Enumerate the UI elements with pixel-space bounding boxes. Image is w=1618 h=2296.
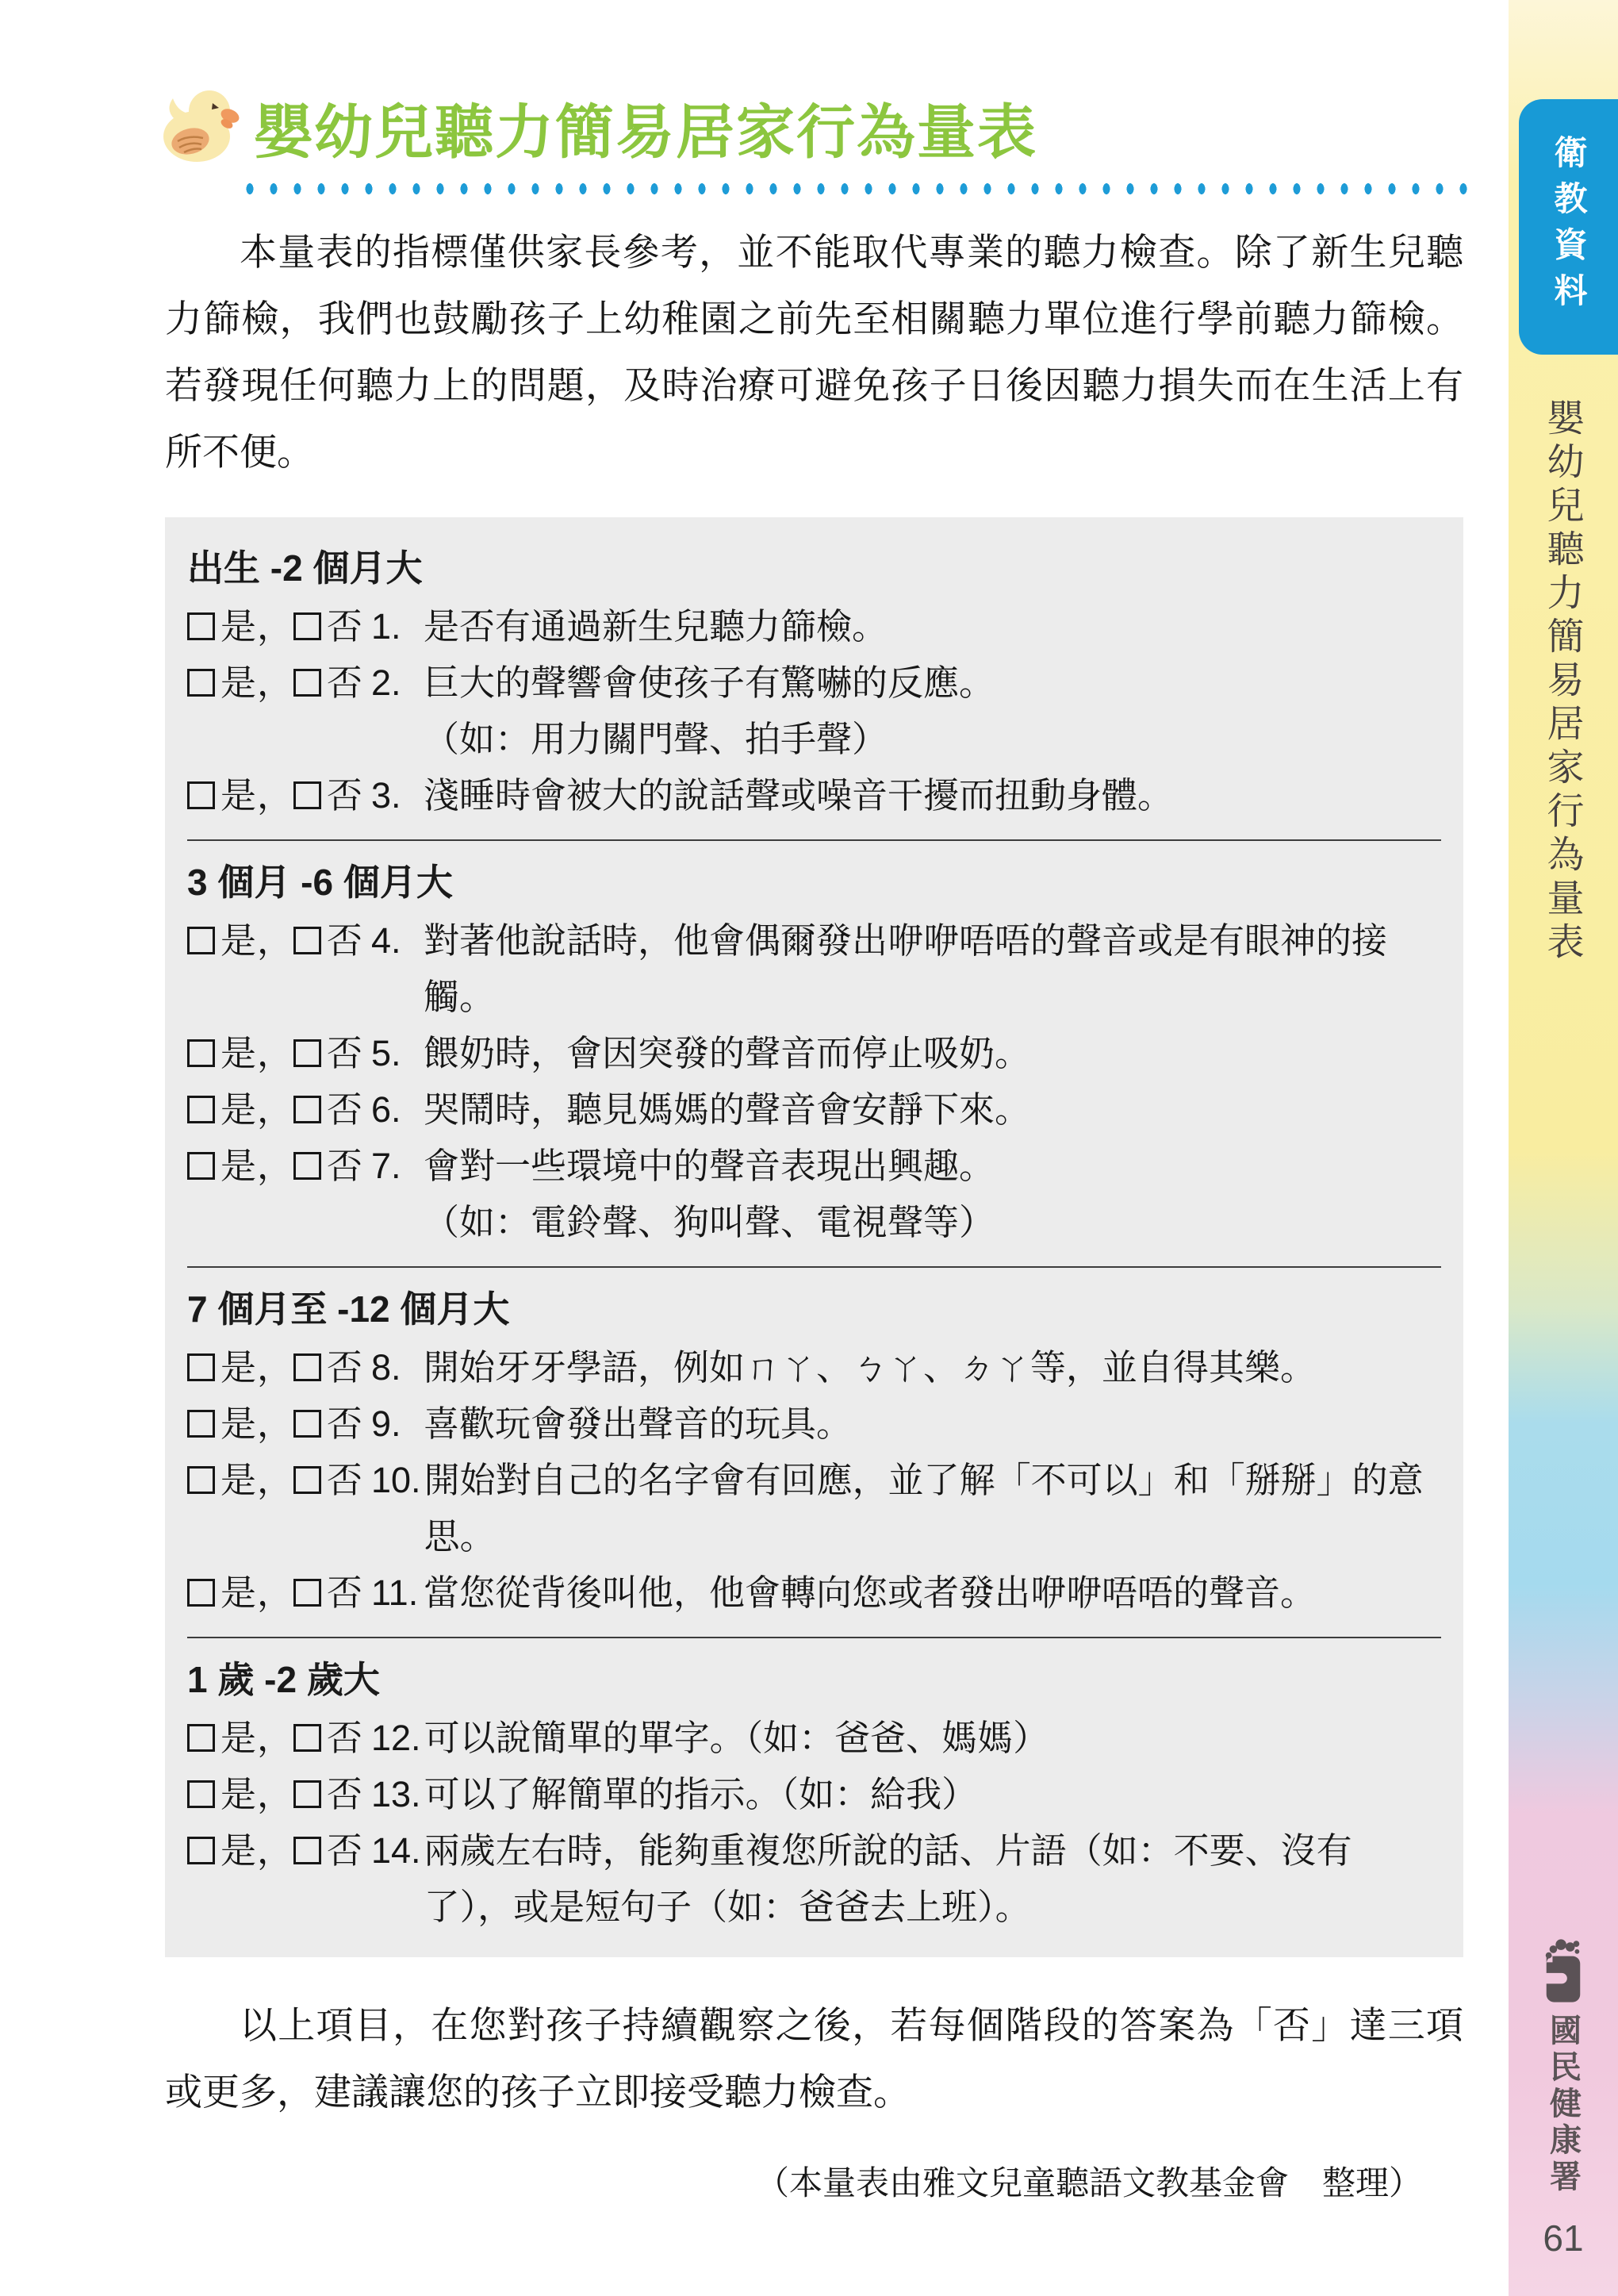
yes-no-checkboxes (187, 1081, 371, 1138)
item-number: 3. (371, 775, 401, 816)
item-text (424, 1766, 1441, 1822)
no-checkbox[interactable] (293, 927, 321, 954)
item-text (424, 1025, 1441, 1081)
item-number: 6. (371, 1089, 401, 1130)
yes-label: 是 (220, 920, 257, 961)
checklist-item (187, 1081, 1441, 1138)
sidebar-org-block (1540, 1937, 1586, 2260)
no-checkbox[interactable] (293, 1152, 321, 1180)
intro-paragraph: 本量表的指標僅供家長參考，並不能取代專業的聽力檢查。除了新生兒聽力篩檢，我們也鼓勵孩子上幼稚園之前先至相關聽力單位進行學前聽力篩檢。若發現任何聽力上的問題，及時治療可避免孩子日後因聽力損失而在生活上有所不便。 (165, 231, 1463, 473)
checklist-item (187, 1565, 1441, 1621)
yes-checkbox[interactable] (187, 1724, 215, 1752)
no-checkbox[interactable] (293, 612, 321, 640)
item-text-main: 會對一些環境中的聲音表現出興趣。 (424, 1146, 995, 1186)
section-divider (187, 1266, 1441, 1268)
no-label: 否 (327, 775, 363, 816)
checklist-item (187, 1822, 1441, 1935)
no-checkbox[interactable] (293, 1724, 321, 1752)
sidebar-tab-label: 衛教資料 (1550, 135, 1588, 319)
section-title: 7 個月至 -12 個月大 (187, 1288, 510, 1330)
yes-no-checkboxes (187, 1822, 371, 1879)
checklist-item (187, 1138, 1441, 1250)
yes-no-checkboxes (187, 767, 371, 824)
checklist-section (187, 539, 1441, 841)
item-text (424, 1452, 1441, 1565)
yes-no-checkboxes (187, 1025, 371, 1081)
comma: ， (257, 920, 293, 961)
item-number: 9. (371, 1403, 401, 1444)
item-text-main: 開始牙牙學語，例如ㄇㄚ、ㄅㄚ、ㄉㄚ等，並自得其樂。 (424, 1347, 1317, 1388)
comma: ， (257, 1718, 293, 1758)
no-checkbox[interactable] (293, 1096, 321, 1123)
checklist-section (187, 854, 1441, 1268)
section-items (187, 1710, 1441, 1935)
org-name: 國民健康署 (1545, 2014, 1581, 2196)
yes-label: 是 (220, 1718, 257, 1758)
yes-label: 是 (220, 1089, 257, 1130)
checklist-item (187, 598, 1441, 655)
comma: ， (257, 1572, 293, 1613)
yes-no-checkboxes (187, 912, 371, 969)
yes-checkbox[interactable] (187, 1152, 215, 1180)
no-checkbox[interactable] (293, 1466, 321, 1494)
yes-label: 是 (220, 1460, 257, 1500)
item-text (424, 1081, 1441, 1138)
no-checkbox[interactable] (293, 1410, 321, 1438)
no-label: 否 (327, 1718, 363, 1758)
no-checkbox[interactable] (293, 1353, 321, 1381)
yes-label: 是 (220, 775, 257, 816)
yes-no-checkboxes (187, 1138, 371, 1194)
checklist-item (187, 1710, 1441, 1766)
no-label: 否 (327, 662, 363, 703)
no-checkbox[interactable] (293, 1039, 321, 1067)
yes-label: 是 (220, 606, 257, 647)
yes-label: 是 (220, 1033, 257, 1073)
item-text-main: 是否有通過新生兒聽力篩檢。 (424, 606, 888, 647)
no-label: 否 (327, 1403, 363, 1444)
dotted-divider (238, 182, 1475, 195)
comma: ， (257, 1146, 293, 1186)
checklist-item (187, 1025, 1441, 1081)
item-number: 10. (371, 1460, 421, 1500)
item-number: 14. (371, 1830, 421, 1871)
closing-paragraph: 以上項目，在您對孩子持續觀察之後，若每個階段的答案為「否」達三項或更多，建議讓您的孩子立即接受聽力檢查。 (165, 2004, 1463, 2113)
yes-label: 是 (220, 1403, 257, 1444)
hpa-logo-icon (1540, 1937, 1586, 2002)
main-content (165, 0, 1463, 2205)
yes-checkbox[interactable] (187, 781, 215, 809)
sidebar-tab-health-education (1519, 99, 1618, 355)
comma: ， (257, 1830, 293, 1871)
section-items (187, 1339, 1441, 1621)
no-checkbox[interactable] (293, 1837, 321, 1864)
yes-no-checkboxes (187, 1565, 371, 1621)
item-text-main: 對著他說話時，他會偶爾發出咿咿唔唔的聲音或是有眼神的接觸。 (424, 920, 1388, 1017)
yes-checkbox[interactable] (187, 612, 215, 640)
checklist-item (187, 1452, 1441, 1565)
comma: ， (257, 606, 293, 647)
section-title: 3 個月 -6 個月大 (187, 862, 453, 903)
section-divider (187, 839, 1441, 841)
no-label: 否 (327, 1572, 363, 1613)
yes-label: 是 (220, 1774, 257, 1814)
yes-no-checkboxes (187, 1452, 371, 1508)
comma: ， (257, 1089, 293, 1130)
checklist (165, 517, 1463, 1957)
yes-checkbox[interactable] (187, 669, 215, 697)
yes-checkbox[interactable] (187, 1410, 215, 1438)
comma: ， (257, 1033, 293, 1073)
item-number: 4. (371, 920, 401, 961)
checklist-item (187, 912, 1441, 1025)
no-label: 否 (327, 1146, 363, 1186)
no-label: 否 (327, 1033, 363, 1073)
checklist-item (187, 767, 1441, 824)
comma: ， (257, 1403, 293, 1444)
item-number: 1. (371, 606, 401, 647)
item-text-main: 淺睡時會被大的說話聲或噪音干擾而扭動身體。 (424, 775, 1174, 816)
item-number: 8. (371, 1347, 401, 1388)
item-text (424, 767, 1441, 824)
no-checkbox[interactable] (293, 781, 321, 809)
no-label: 否 (327, 1830, 363, 1871)
item-text-main: 當您從背後叫他，他會轉向您或者發出咿咿唔唔的聲音。 (424, 1572, 1317, 1613)
no-label: 否 (327, 1347, 363, 1388)
section-divider (187, 1637, 1441, 1638)
item-number: 2. (371, 662, 401, 703)
duck-icon (157, 86, 240, 165)
item-note: （如：電鈴聲、狗叫聲、電視聲等） (424, 1202, 995, 1242)
yes-checkbox[interactable] (187, 1096, 215, 1123)
item-text (424, 598, 1441, 655)
comma: ， (257, 775, 293, 816)
yes-no-checkboxes (187, 1339, 371, 1396)
no-checkbox[interactable] (293, 1579, 321, 1607)
yes-label: 是 (220, 1830, 257, 1871)
item-text-main: 餵奶時，會因突發的聲音而停止吸奶。 (424, 1033, 1031, 1073)
item-number: 12. (371, 1718, 421, 1758)
item-text-main: 可以了解簡單的指示。（如：給我） (424, 1774, 978, 1814)
item-text (424, 655, 1441, 767)
comma: ， (257, 1347, 293, 1388)
yes-no-checkboxes (187, 1766, 371, 1822)
yes-checkbox[interactable] (187, 1780, 215, 1808)
item-note: （如：用力關門聲、拍手聲） (424, 719, 888, 759)
item-text-main: 哭鬧時，聽見媽媽的聲音會安靜下來。 (424, 1089, 1031, 1130)
yes-label: 是 (220, 1146, 257, 1186)
yes-checkbox[interactable] (187, 1039, 215, 1067)
item-number: 7. (371, 1146, 401, 1186)
yes-checkbox[interactable] (187, 1353, 215, 1381)
no-checkbox[interactable] (293, 669, 321, 697)
item-text (424, 1138, 1441, 1250)
yes-label: 是 (220, 662, 257, 703)
yes-checkbox[interactable] (187, 1579, 215, 1607)
yes-checkbox[interactable] (187, 927, 215, 954)
comma: ， (257, 1460, 293, 1500)
no-label: 否 (327, 606, 363, 647)
item-text (424, 1339, 1441, 1396)
item-text-main: 喜歡玩會發出聲音的玩具。 (424, 1403, 853, 1444)
item-text (424, 912, 1441, 1025)
item-number: 5. (371, 1033, 401, 1073)
item-text-main: 巨大的聲響會使孩子有驚嚇的反應。 (424, 662, 995, 703)
yes-no-checkboxes (187, 655, 371, 711)
item-text (424, 1396, 1441, 1452)
sidebar (1509, 0, 1618, 2296)
attribution: （本量表由雅文兒童聽語文教基金會 整理） (755, 2164, 1422, 2202)
item-text-main: 兩歲左右時，能夠重複您所說的話、片語（如：不要、沒有了），或是短句子（如：爸爸去上班）。 (424, 1830, 1352, 1927)
no-label: 否 (327, 1774, 363, 1814)
checklist-item (187, 655, 1441, 767)
checklist-section (187, 1651, 1441, 1935)
yes-no-checkboxes (187, 598, 371, 655)
item-number: 13. (371, 1774, 421, 1814)
yes-no-checkboxes (187, 1710, 371, 1766)
item-text-main: 開始對自己的名字會有回應，並了解「不可以」和「掰掰」的意思。 (424, 1460, 1424, 1557)
item-text (424, 1710, 1441, 1766)
yes-label: 是 (220, 1572, 257, 1613)
item-text (424, 1565, 1441, 1621)
page-title: 嬰幼兒聽力簡易居家行為量表 (254, 99, 1037, 165)
item-text-main: 可以說簡單的單字。（如：爸爸、媽媽） (424, 1718, 1049, 1758)
no-label: 否 (327, 1089, 363, 1130)
item-text (424, 1822, 1441, 1935)
page-number: 61 (1543, 2217, 1584, 2259)
checklist-item (187, 1766, 1441, 1822)
yes-label: 是 (220, 1347, 257, 1388)
sidebar-vertical-title: 嬰幼兒聽力簡易居家行為量表 (1542, 398, 1585, 966)
item-number: 11. (371, 1572, 419, 1613)
no-checkbox[interactable] (293, 1780, 321, 1808)
yes-checkbox[interactable] (187, 1466, 215, 1494)
checklist-item (187, 1339, 1441, 1396)
no-label: 否 (327, 1460, 363, 1500)
section-items (187, 912, 1441, 1250)
comma: ， (257, 662, 293, 703)
yes-no-checkboxes (187, 1396, 371, 1452)
comma: ， (257, 1774, 293, 1814)
section-title: 1 歲 -2 歲大 (187, 1659, 380, 1700)
section-items (187, 598, 1441, 824)
no-label: 否 (327, 920, 363, 961)
yes-checkbox[interactable] (187, 1837, 215, 1864)
checklist-item (187, 1396, 1441, 1452)
title-row (165, 86, 1463, 181)
section-title: 出生 -2 個月大 (187, 547, 423, 589)
checklist-section (187, 1280, 1441, 1638)
